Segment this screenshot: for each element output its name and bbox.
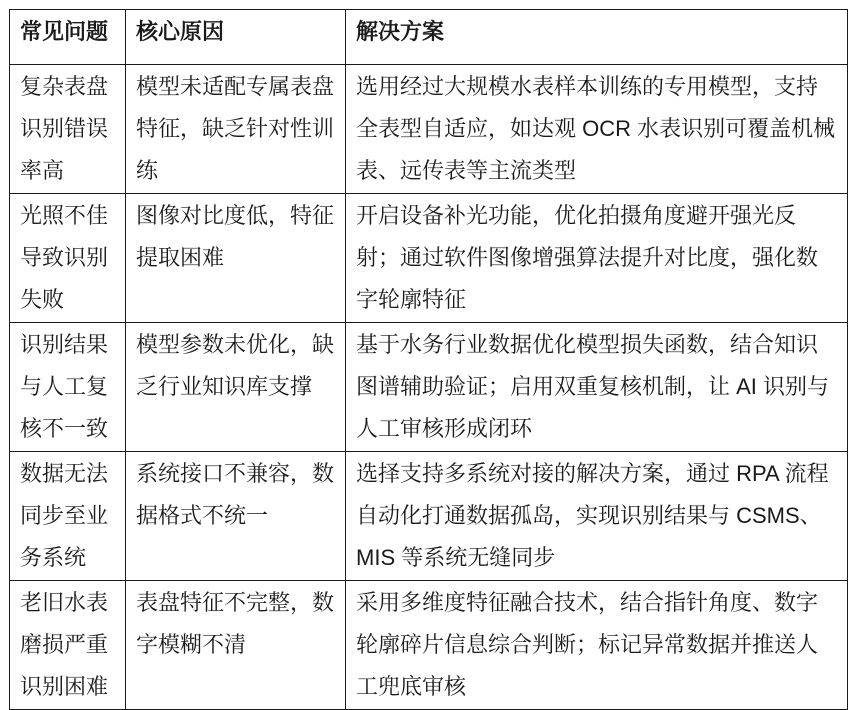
solution-cell: 基于水务行业数据优化模型损失函数，结合知识图谱辅助验证；启用双重复核机制，让 AI 识别与人工审核形成闭环: [346, 323, 848, 452]
header-root-cause: 核心原因: [126, 10, 346, 65]
solution-cell: 选用经过大规模水表样本训练的专用模型，支持全表型自适应，如达观 OCR 水表识别可覆盖机械表、远传表等主流类型: [346, 65, 848, 194]
cause-cell: 图像对比度低，特征提取困难: [126, 194, 346, 323]
table-row: [10, 323, 848, 452]
solution-cell: 选择支持多系统对接的解决方案，通过 RPA 流程自动化打通数据孤岛，实现识别结果与 CSMS、MIS 等系统无缝同步: [346, 452, 848, 581]
water-meter-ocr-issue-table: [9, 9, 848, 710]
cause-cell: 模型参数未优化，缺乏行业知识库支撑: [126, 323, 346, 452]
cause-cell: 系统接口不兼容，数据格式不统一: [126, 452, 346, 581]
issue-cell: 数据无法同步至业务系统: [10, 452, 126, 581]
solution-cell: 开启设备补光功能，优化拍摄角度避开强光反射；通过软件图像增强算法提升对比度，强化数字轮廓特征: [346, 194, 848, 323]
header-solution: 解决方案: [346, 10, 848, 65]
issue-cell: 老旧水表磨损严重识别困难: [10, 581, 126, 710]
header-common-issues: 常见问题: [10, 10, 126, 65]
header-row: [10, 10, 848, 65]
cause-cell: 表盘特征不完整，数字模糊不清: [126, 581, 346, 710]
issue-cell: 光照不佳导致识别失败: [10, 194, 126, 323]
table-row: [10, 452, 848, 581]
issue-cell: 识别结果与人工复核不一致: [10, 323, 126, 452]
table-row: [10, 65, 848, 194]
table-row: [10, 581, 848, 710]
table-row: [10, 194, 848, 323]
issue-cell: 复杂表盘识别错误率高: [10, 65, 126, 194]
cause-cell: 模型未适配专属表盘特征，缺乏针对性训练: [126, 65, 346, 194]
solution-cell: 采用多维度特征融合技术，结合指针角度、数字轮廓碎片信息综合判断；标记异常数据并推送人工兜底审核: [346, 581, 848, 710]
